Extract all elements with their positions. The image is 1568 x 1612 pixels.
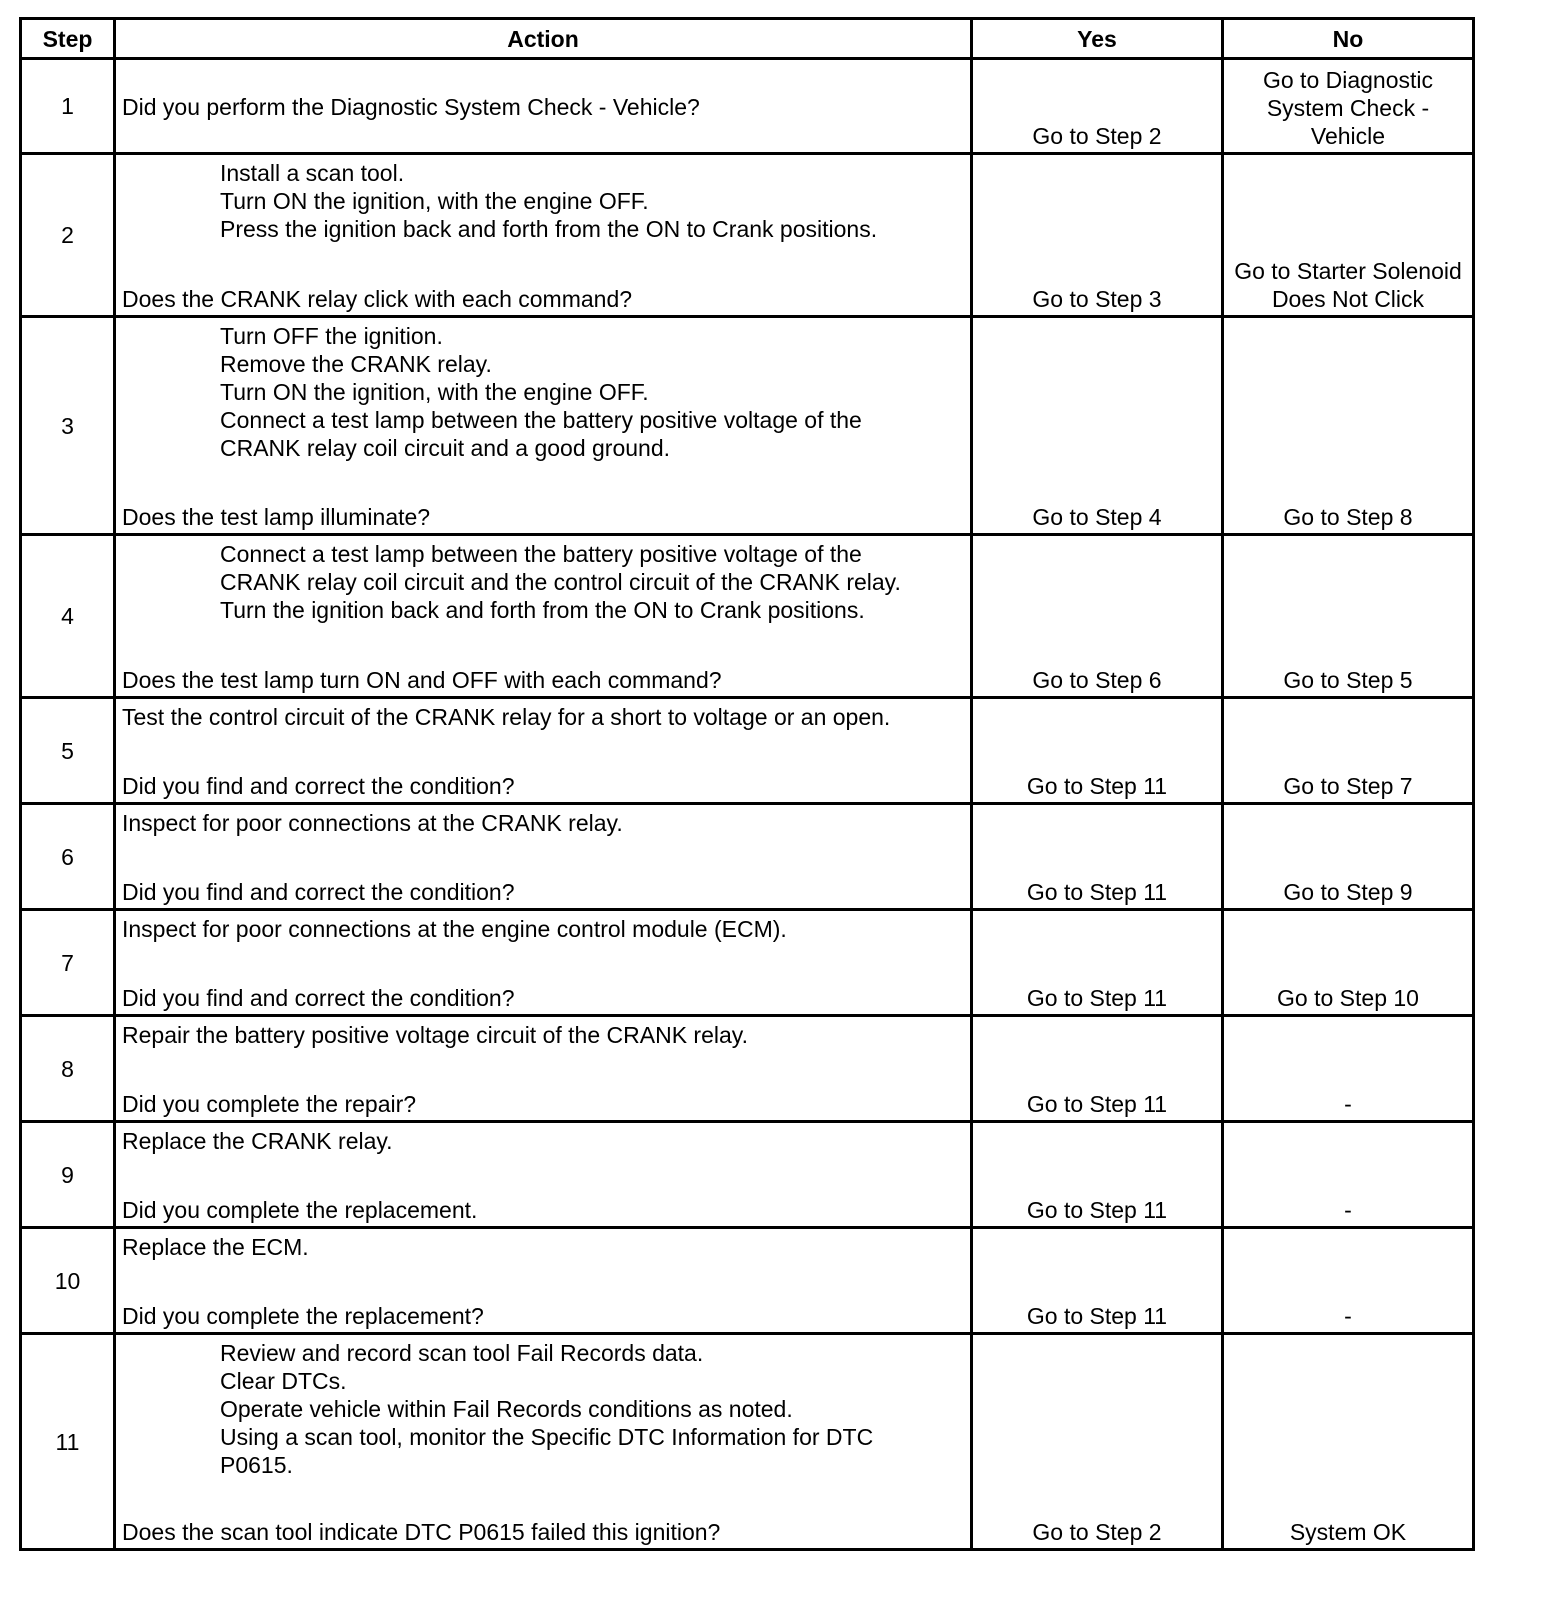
- action-question: Did you find and correct the condition?: [122, 773, 515, 799]
- action-cell: [116, 60, 973, 155]
- no-cell: [1224, 1017, 1475, 1123]
- action-instruction-line: Operate vehicle within Fail Records conditions as noted.: [220, 1396, 793, 1422]
- yes-cell: [973, 805, 1224, 911]
- action-cell: [116, 536, 973, 699]
- action-instruction-line: Connect a test lamp between the battery positive voltage of the: [220, 541, 862, 567]
- yes-result: Go to Step 3: [1032, 286, 1162, 312]
- action-question: Does the CRANK relay click with each command?: [122, 286, 633, 312]
- action-instruction-line: Turn ON the ignition, with the engine OFF.: [220, 188, 649, 214]
- yes-cell: [973, 911, 1224, 1017]
- action-cell: [116, 1017, 973, 1123]
- yes-result: Go to Step 11: [1026, 1303, 1168, 1329]
- action-question: Did you find and correct the condition?: [122, 879, 515, 905]
- no-cell: [1224, 805, 1475, 911]
- action-instruction-line: Review and record scan tool Fail Records data.: [220, 1340, 704, 1366]
- no-result-line: Vehicle: [1310, 123, 1386, 149]
- action-question: Did you complete the replacement.: [122, 1197, 478, 1223]
- yes-result: Go to Step 6: [1032, 667, 1162, 693]
- action-cell: [116, 318, 973, 536]
- action-cell: [116, 805, 973, 911]
- header-action: Action: [116, 20, 973, 60]
- no-result-line: Go to Step 7: [1283, 773, 1413, 799]
- yes-cell: [973, 318, 1224, 536]
- action-instructions: [122, 159, 964, 243]
- yes-result: Go to Step 11: [1026, 879, 1168, 905]
- no-cell: [1224, 1335, 1475, 1551]
- action-instruction-line: CRANK relay coil circuit and the control circuit of the CRANK relay.: [220, 569, 901, 595]
- yes-cell: [973, 155, 1224, 318]
- action-instruction-line: Clear DTCs.: [220, 1368, 347, 1394]
- step-number: 11: [22, 1335, 116, 1551]
- yes-result: Go to Step 11: [1026, 1197, 1168, 1223]
- no-cell: [1224, 318, 1475, 536]
- action-instruction-line: Turn ON the ignition, with the engine OFF.: [220, 379, 649, 405]
- step-number: 1: [22, 60, 116, 155]
- step-number: 6: [22, 805, 116, 911]
- no-result-line: -: [1344, 1091, 1352, 1117]
- action-instructions: [122, 1339, 964, 1479]
- action-cell: [116, 911, 973, 1017]
- action-text: Did you perform the Diagnostic System Check - Vehicle?: [122, 94, 700, 120]
- no-result-line: Go to Starter Solenoid: [1234, 258, 1462, 284]
- yes-result: Go to Step 11: [1026, 773, 1168, 799]
- no-cell: [1224, 536, 1475, 699]
- action-cell: [116, 1123, 973, 1229]
- yes-cell: [973, 1123, 1224, 1229]
- no-cell: [1224, 911, 1475, 1017]
- no-result-line: System Check -: [1266, 95, 1430, 121]
- step-number: 4: [22, 536, 116, 699]
- action-instruction-line: Install a scan tool.: [220, 160, 405, 186]
- action-instruction: Inspect for poor connections at the engine control module (ECM).: [122, 916, 787, 942]
- action-instruction-line: Remove the CRANK relay.: [220, 351, 492, 377]
- yes-result: Go to Step 2: [1032, 123, 1162, 149]
- no-result-line: -: [1344, 1303, 1352, 1329]
- step-number: 10: [22, 1229, 116, 1335]
- action-instruction: Repair the battery positive voltage circuit of the CRANK relay.: [122, 1022, 748, 1048]
- action-cell: [116, 1229, 973, 1335]
- yes-cell: [973, 1335, 1224, 1551]
- action-instruction: Inspect for poor connections at the CRANK relay.: [122, 810, 623, 836]
- no-cell: [1224, 1229, 1475, 1335]
- yes-cell: [973, 536, 1224, 699]
- action-instruction: Test the control circuit of the CRANK relay for a short to voltage or an open.: [122, 704, 891, 730]
- action-cell: [116, 155, 973, 318]
- no-result-line: Go to Step 8: [1283, 504, 1413, 530]
- action-instruction-line: Using a scan tool, monitor the Specific DTC Information for DTC: [220, 1424, 874, 1450]
- action-instruction-line: Press the ignition back and forth from the ON to Crank positions.: [220, 216, 878, 242]
- action-instruction-line: Connect a test lamp between the battery positive voltage of the: [220, 407, 862, 433]
- action-instruction-line: P0615.: [220, 1452, 293, 1478]
- action-instructions: [122, 540, 964, 624]
- yes-cell: [973, 699, 1224, 805]
- step-number: 9: [22, 1123, 116, 1229]
- action-question: Does the test lamp illuminate?: [122, 504, 431, 530]
- step-number: 8: [22, 1017, 116, 1123]
- yes-result: Go to Step 11: [1026, 1091, 1168, 1117]
- action-cell: [116, 1335, 973, 1551]
- no-result-line: Go to Step 10: [1277, 985, 1419, 1011]
- no-cell: [1224, 60, 1475, 155]
- header-no: No: [1224, 20, 1475, 60]
- action-question: Did you find and correct the condition?: [122, 985, 515, 1011]
- step-number: 3: [22, 318, 116, 536]
- action-instruction-line: Turn OFF the ignition.: [220, 323, 443, 349]
- action-instruction-line: Turn the ignition back and forth from the ON to Crank positions.: [220, 597, 865, 623]
- header-yes: Yes: [973, 20, 1224, 60]
- no-result-line: Go to Diagnostic: [1262, 67, 1434, 93]
- no-result-line: -: [1344, 1197, 1352, 1223]
- step-number: 5: [22, 699, 116, 805]
- action-question: Did you complete the replacement?: [122, 1303, 484, 1329]
- action-cell: [116, 699, 973, 805]
- step-number: 7: [22, 911, 116, 1017]
- action-question: Did you complete the repair?: [122, 1091, 417, 1117]
- step-number: 2: [22, 155, 116, 318]
- yes-result: Go to Step 2: [1032, 1519, 1162, 1545]
- yes-result: Go to Step 4: [1032, 504, 1162, 530]
- action-instruction: Replace the ECM.: [122, 1234, 309, 1260]
- header-step: Step: [22, 20, 116, 60]
- no-cell: [1224, 155, 1475, 318]
- yes-cell: [973, 60, 1224, 155]
- action-instruction: Replace the CRANK relay.: [122, 1128, 393, 1154]
- no-result-line: Go to Step 9: [1283, 879, 1413, 905]
- no-result-line: Does Not Click: [1271, 286, 1425, 312]
- no-cell: [1224, 1123, 1475, 1229]
- action-instructions: [122, 322, 964, 462]
- yes-cell: [973, 1229, 1224, 1335]
- no-cell: [1224, 699, 1475, 805]
- action-question: Does the test lamp turn ON and OFF with each command?: [122, 667, 722, 693]
- diagnostic-table: [19, 17, 1475, 1551]
- no-result-line: Go to Step 5: [1283, 667, 1413, 693]
- yes-result: Go to Step 11: [1026, 985, 1168, 1011]
- action-instruction-line: CRANK relay coil circuit and a good ground.: [220, 435, 671, 461]
- action-question: Does the scan tool indicate DTC P0615 failed this ignition?: [122, 1519, 721, 1545]
- yes-cell: [973, 1017, 1224, 1123]
- no-result-line: System OK: [1289, 1519, 1407, 1545]
